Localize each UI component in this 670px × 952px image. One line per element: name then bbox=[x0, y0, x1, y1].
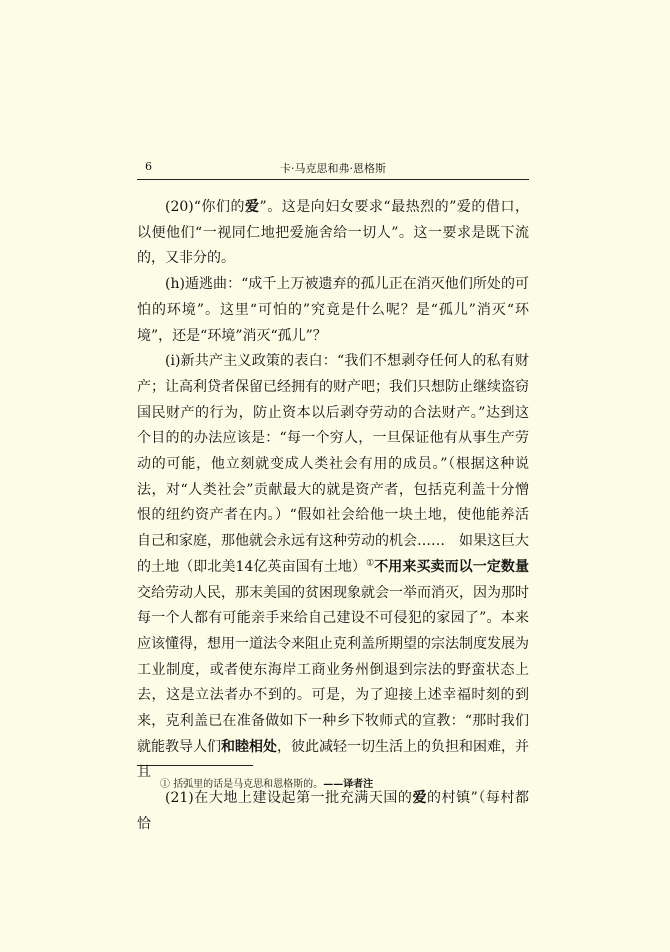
emphasis-text: 爱 bbox=[412, 790, 428, 807]
text-run: (i)新共产主义政策的表白：“我们不想剥夺任何人的私有财产；让高利贷者保留已经拥有的财产吧；我们只想防止继续盗窃国民财产的行为，防止资本以后剥夺劳动的合法财产。”达到这个目的的办法应该是：“每一个穷人，一旦保证他有从事生产劳动的可能，他立刻就变成人类社会有用的成员。”（根据这种说法，对“人类社会”贡献最大的就是资产者，包括克利盖十分憎恨的纽约资产者在内。）“假如社会给他一块土地，使他能养活自己和家庭，那他就会永远有这种劳动的机会…… 如果这巨大的土地（即北美14亿英亩国有土地） bbox=[137, 353, 529, 575]
footnote-reference[interactable]: ① bbox=[366, 558, 375, 569]
footnote bbox=[160, 778, 373, 792]
page-number: 6 bbox=[145, 160, 152, 173]
emphasis-text: 和睦相处 bbox=[221, 738, 277, 755]
footnote-text: 括弧里的话是马克思和恩格斯的。 bbox=[173, 779, 324, 790]
text-run: 交给劳动人民，那末美国的贫困现象就会一举而消灭，因为那时每一个人都有可能亲手来给自己建设不可侵犯的家园了”。本来应该懂得，想用一道法令来阻止克利盖所期望的宗法制度发展为工业制度，或者使东海岸工商业务州倒退到宗法的野蛮状态上去，这是立法者办不到的。可是，为了迎接上述幸福时刻的到来，克利盖已在准备做如下一种乡下牧师式的宣教：“那时我们就能教导人们 bbox=[137, 584, 529, 755]
paragraph-20 bbox=[137, 195, 529, 272]
paragraph-h: (h)遁逃曲：“成千上万被遗弃的孤儿正在消灭他们所处的可怕的环境”。这里“可怕的”究竟是什么呢？是“孤儿”消灭“环境”，还是“环境”消灭“孤儿”？ bbox=[137, 276, 529, 344]
text-run: ，彼此减轻一切生活上的负担和困难，并且 bbox=[137, 738, 529, 781]
running-title: 卡·马克思和弗·恩格斯 bbox=[280, 162, 386, 175]
paragraph-21 bbox=[137, 786, 529, 837]
emphasis-text: 爱 bbox=[245, 199, 260, 215]
emphasis-text: 不用来买卖而以一定数量 bbox=[374, 558, 529, 575]
footnote-marker: ① bbox=[160, 779, 170, 790]
footnote-translator-note: ——译者注 bbox=[323, 779, 374, 790]
page-header bbox=[137, 157, 529, 180]
text-run: (21)在大地上建设起第一批充满天国的 bbox=[165, 790, 413, 807]
body-text bbox=[137, 195, 529, 838]
paragraph-i bbox=[137, 349, 529, 786]
text-run: (20)“你们的 bbox=[165, 199, 245, 215]
footnote-divider bbox=[137, 765, 253, 766]
text-run: 的村镇”（每村都恰 bbox=[137, 790, 529, 832]
text-run: ”。这是向妇女要求“最热烈的”爱的借口，以便他们“一视同仁地把爱施舍给一切人”。这一要求是既下流的，又非分的。 bbox=[137, 199, 529, 267]
